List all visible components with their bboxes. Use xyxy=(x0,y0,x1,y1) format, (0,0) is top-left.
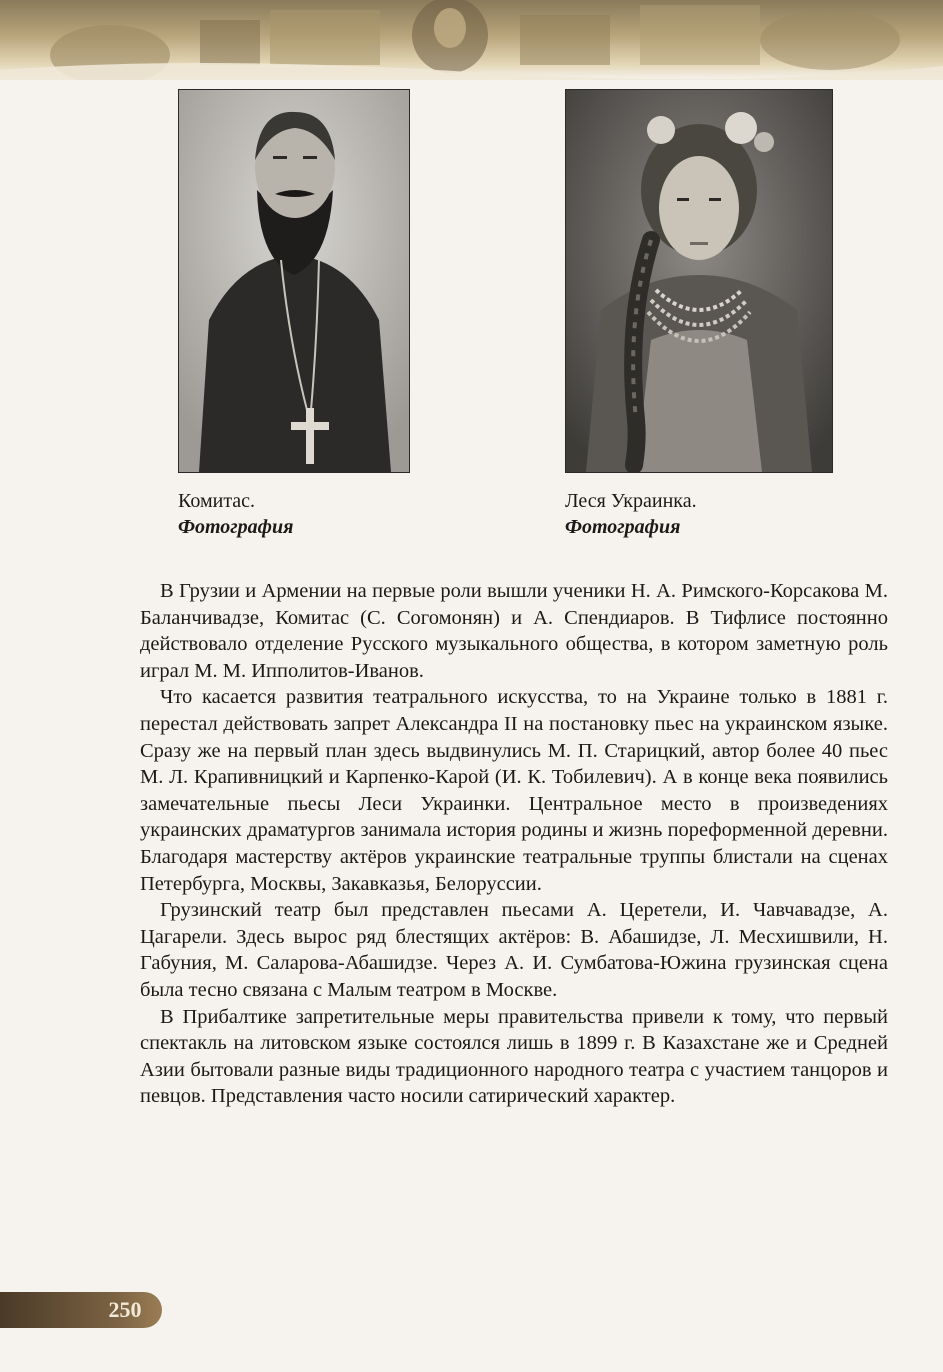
komitas-caption xyxy=(178,488,293,540)
caption-title: Леся Украинка. xyxy=(565,490,697,512)
paragraph: Грузинский театр был представлен пьесами А. Церетели, И. Чавчавадзе, А. Цагарели. Здесь вырос ряд блестящих актёров: В. Абашидзе, Л. Месхишвили, Н. Габуния, М. Саларова-Абашидзе. Через А. И. Сумбатова-Южина грузинская сцена была тесно связана с Малым театром в Москве. xyxy=(140,899,888,1001)
paragraph: Что касается развития театрального искусства, то на Украине только в 1881 г. перестал действовать запрет Александра II на постановку пьес на украинском языке. Сразу же на первый план здесь выдвинулись М. П. Старицкий, автор более 40 пьес М. Л. Крапивницкий и Карпенко-Карой (И. К. Тобилевич). А в конце века появились замечательные пьесы Леси Украинки. Центральное место в произведениях украинских драматургов занимала история родины и жизнь пореформенной деревни. Благодаря мастерству актёров украинские театральные труппы блистали на сценах Петербурга, Москвы, Закавказья, Белоруссии. xyxy=(140,686,888,895)
header-banner xyxy=(0,0,943,80)
paragraph: В Грузии и Армении на первые роли вышли ученики Н. А. Римского-Корсакова М. Баланчивадзе, Комитас (С. Согомонян) и А. Спендиаров. В Тифлисе постоянно действовало отделение Русского музыкального общества, в котором заметную роль играл М. М. Ипполитов-Иванов. xyxy=(140,580,888,682)
page-number: 250 xyxy=(108,1297,142,1322)
caption-subtitle: Фотография xyxy=(565,516,681,538)
lesya-ukrainka-photo xyxy=(565,89,833,473)
lesya-caption xyxy=(565,488,697,540)
header-collage-image xyxy=(0,0,943,80)
caption-title: Комитас. xyxy=(178,490,256,512)
main-text xyxy=(140,578,888,1110)
paragraph: В Прибалтике запретительные меры правительства привели к тому, что первый спектакль на литовском языке состоялся лишь в 1899 г. В Казахстане же и Средней Азии бытовали разные виды традиционного народного театра с участием танцоров и певцов. Представления часто носили сатирический характер. xyxy=(140,1005,888,1108)
komitas-photo xyxy=(178,89,410,473)
caption-subtitle: Фотография xyxy=(178,516,294,538)
